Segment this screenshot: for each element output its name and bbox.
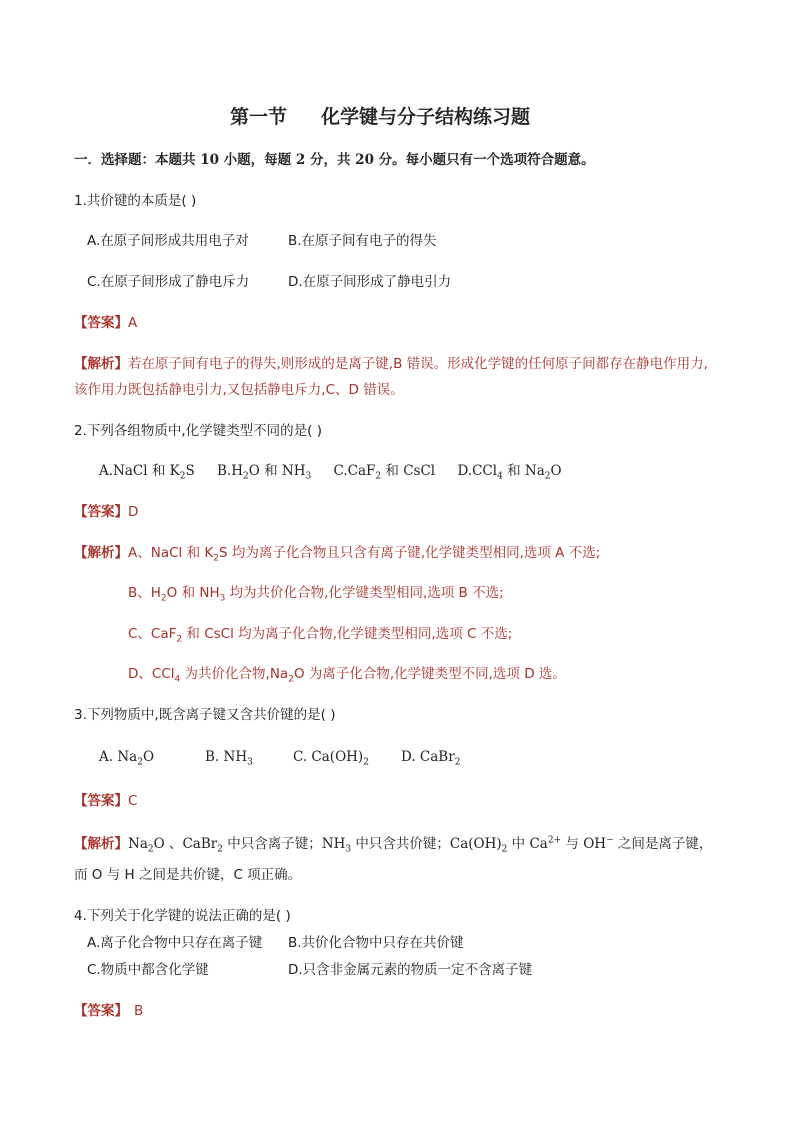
question-1-analysis-line-1 bbox=[74, 355, 708, 373]
question-3-analysis-line-1: 【解析】$Na_2O$ 、CaBr$_2$ 中只含离子键；$NH_3$ 中只含共价键；$Ca(OH)_2$ 中 $Ca^{2+}$ 与 OH− 之间是离子键， bbox=[74, 835, 713, 855]
analysis-label: 【解析】 bbox=[74, 356, 128, 372]
question-1-option-b: B.在原子间有电子的得失 bbox=[288, 233, 437, 249]
question-2-option-d: D.CCl$_4$ 和 $Na_2O$ bbox=[457, 463, 562, 482]
question-4-answer bbox=[74, 1002, 143, 1020]
question-4-option-d: D.只含非金属元素的物质一定不含离子键 bbox=[288, 962, 533, 978]
answer-value: C bbox=[128, 793, 138, 809]
question-2-stem: 2.下列各组物质中,化学键类型不同的是( ) bbox=[74, 423, 322, 439]
page-title bbox=[230, 104, 530, 130]
answer-label: 【答案】 bbox=[74, 1003, 128, 1019]
question-3-answer bbox=[74, 792, 137, 810]
question-3-stem: 3.下列物质中,既含离子键又含共价键的是( ) bbox=[74, 707, 336, 723]
answer-label: 【答案】 bbox=[74, 315, 128, 331]
question-1-option-d: D.在原子间形成了静电引力 bbox=[288, 274, 452, 290]
question-3-analysis-line-2: 而 O 与 H 之间是共价键，C 项正确。 bbox=[74, 867, 302, 883]
question-2-analysis-line-4: D、CCl$_4$ 为共价化合物$,Na_2O$ 为离子化合物,化学键类型不同,选项 D 选。 bbox=[128, 666, 566, 685]
question-1-analysis-line-2: 该作用力既包括静电引力,又包括静电斥力,C、D 错误。 bbox=[74, 382, 404, 398]
title-part2: 化学键与分子结构练习题 bbox=[321, 106, 531, 128]
section-header: 一．选择题：本题共 10 小题，每题 2 分，共 20 分。每小题只有一个选项符合题意。 bbox=[74, 152, 595, 168]
analysis-label: 【解析】 bbox=[74, 836, 128, 852]
question-2-option-c: C.CaF$_2$ 和 CsCl bbox=[333, 463, 436, 482]
question-3-option-b: B. $NH_3$ bbox=[205, 749, 253, 768]
answer-value: B bbox=[134, 1003, 144, 1019]
question-2-answer bbox=[74, 503, 138, 521]
question-4-stem: 4.下列关于化学键的说法正确的是( ) bbox=[74, 908, 291, 924]
question-1-option-a: A.在原子间形成共用电子对 bbox=[87, 233, 249, 249]
question-3-option-a: A. $Na_2O$ bbox=[99, 749, 155, 768]
question-3-option-c: C. $Ca(OH)_2$ bbox=[293, 749, 369, 768]
question-4-option-b: B.共价化合物中只存在共价键 bbox=[288, 935, 464, 951]
question-1-option-c: C.在原子间形成了静电斥力 bbox=[87, 274, 250, 290]
question-2-analysis-line-2: B、$H_2O$ 和 $NH_3$ 均为共价化合物,化学键类型相同,选项 B 不选; bbox=[128, 585, 504, 604]
answer-label: 【答案】 bbox=[74, 793, 128, 809]
question-4-option-c: C.物质中都含化学键 bbox=[87, 962, 209, 978]
answer-value: D bbox=[128, 504, 139, 520]
question-3-option-d: D. CaBr$_2$ bbox=[401, 749, 461, 768]
title-part1: 第一节 bbox=[230, 106, 288, 128]
question-1-answer bbox=[74, 314, 137, 332]
question-2-analysis-line-1: 【解析】A、NaCl 和 $K_2S$ 均为离子化合物且只含有离子键,化学键类型相同,选项 A 不选; bbox=[74, 545, 601, 564]
question-4-option-a: A.离子化合物中只存在离子键 bbox=[87, 935, 263, 951]
analysis-label: 【解析】 bbox=[74, 545, 128, 561]
question-2-option-b: $B.H_2O$ 和 $NH_3$ bbox=[217, 463, 312, 482]
question-1-stem: 1.共价键的本质是( ) bbox=[74, 193, 197, 209]
analysis-text: 若在原子间有电子的得失,则形成的是离子键,B 错误。形成化学键的任何原子间都存在静电作用力, bbox=[128, 356, 708, 372]
question-2-options bbox=[99, 462, 562, 480]
answer-label: 【答案】 bbox=[74, 504, 128, 520]
question-2-option-a: A.NaCl 和 $K_2S$ bbox=[99, 463, 195, 482]
question-2-analysis-line-3: C、CaF$_2$ 和 CsCl 均为离子化合物,化学键类型相同,选项 C 不选; bbox=[128, 626, 513, 645]
answer-value: A bbox=[128, 315, 138, 331]
